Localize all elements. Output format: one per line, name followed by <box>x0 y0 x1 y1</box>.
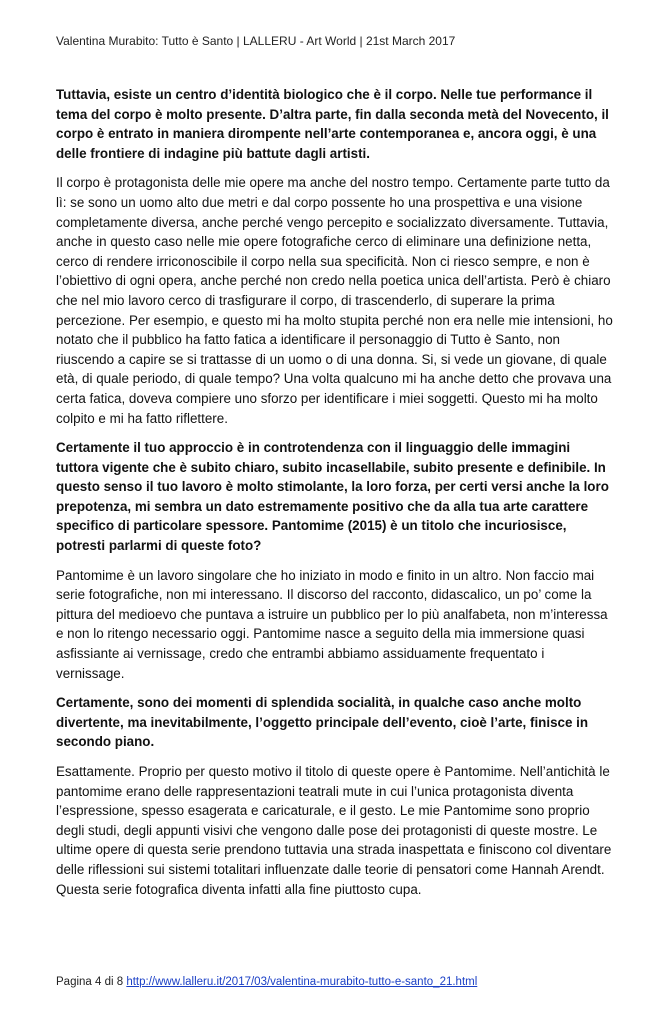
interview-question: Certamente il tuo approccio è in controtendenza con il linguaggio delle immagini tuttora vigente che è subito chiaro, subito incasellabile, subito presente e definibile. In questo senso il tuo lavoro è molto stimolante, la loro forza, per certi versi anche la loro prepotenza, mi sembra un dato estremamente positivo che da alla tua arte carattere specifico di particolare spessore. Pantomime (2015) è un titolo che incuriosisce, potresti parlarmi di queste foto? <box>56 440 609 554</box>
interview-question: Certamente, sono dei momenti di splendida socialità, in qualche caso anche molto divertente, ma inevitabilmente, l’oggetto principale dell’evento, cioè l’arte, finisce in secondo piano. <box>56 695 589 750</box>
article-body <box>56 85 616 909</box>
interview-question: Tuttavia, esiste un centro d’identità biologico che è il corpo. Nelle tue performance il tema del corpo è molto presente. D’altra parte, fin dalla seconda metà del Novecento, il corpo è entrato in maniera dirompente nell’arte contemporanea e, ancora oggi, è una delle frontiere di indagine più battute dagli artisti. <box>56 87 609 161</box>
page-number: Pagina 4 di 8 <box>56 976 124 988</box>
interview-answer: Esattamente. Proprio per questo motivo il titolo di queste opere è Pantomime. Nell’antichità le pantomime erano delle rappresentazioni teatrali mute in cui l’unica protagonista diventa l’espressione, spesso esagerata e caricaturale, e il gesto. Le mie Pantomime sono proprio degli studi, degli appunti visivi che vengono dalle pose dei protagonisti di queste mostre. Le ultime opere di questa serie prendono tuttavia una strada inaspettata e finiscono col diventare delle riflessioni sui sistemi totalitari influenzate dalle teorie di pensatori come Hannah Arendt. Questa serie fotografica diventa infatti alla fine piuttosto cupa. <box>56 764 612 897</box>
interview-answer: Il corpo è protagonista delle mie opere ma anche del nostro tempo. Certamente parte tutto da lì: se sono un uomo alto due metri e dal corpo possente ho una prospettiva e una visione completamente diversa, anche perché vengo percepito e socializzato diversamente. Tuttavia, anche in questo caso nelle mie opere fotografiche cerco di eliminare una definizione netta, cerco di rendere irriconoscibile il corpo nella sua specificità. Non ci riesco sempre, e non è l’obiettivo di ogni opera, anche perché non credo nella poetica unica dell’artista. Però è chiaro che nel mio lavoro cerco di trasfigurare il corpo, di trascenderlo, di superare la prima percezione. Per esempio, e questo mi ha molto stupita perché non era nelle mie intensioni, ho notato che il pubblico ha fatto fatica a identificare il personaggio di Tutto è Santo, non riuscendo a capire se si trattasse di un uomo o di una donna. Si, si vede un giovane, di quale età, di quale periodo, di quale tempo? Una volta qualcuno mi ha anche detto che provava una certa fatica, doveva compiere uno sforzo per identificare i miei soggetti. Questo mi ha molto colpito e mi ha fatto riflettere. <box>56 175 613 426</box>
source-url-link[interactable]: http://www.lalleru.it/2017/03/valentina-murabito-tutto-e-santo_21.html <box>126 976 478 988</box>
page-footer <box>56 976 477 988</box>
interview-answer: Pantomime è un lavoro singolare che ho iniziato in modo e finito in un altro. Non faccio mai serie fotografiche, non mi interessano. Il discorso del racconto, didascalico, un po’ come la pittura del medioevo che puntava a istruire un pubblico per lo più analfabeta, non m’interessa e non lo ritengo necessario oggi. Pantomime nasce a seguito della mia immersione quasi asfissiante ai vernissage, credo che entrambi abbiamo assiduamente frequentato i vernissage. <box>56 567 608 681</box>
page-header: Valentina Murabito: Tutto è Santo | LALLERU - Art World | 21st March 2017 <box>56 34 456 48</box>
